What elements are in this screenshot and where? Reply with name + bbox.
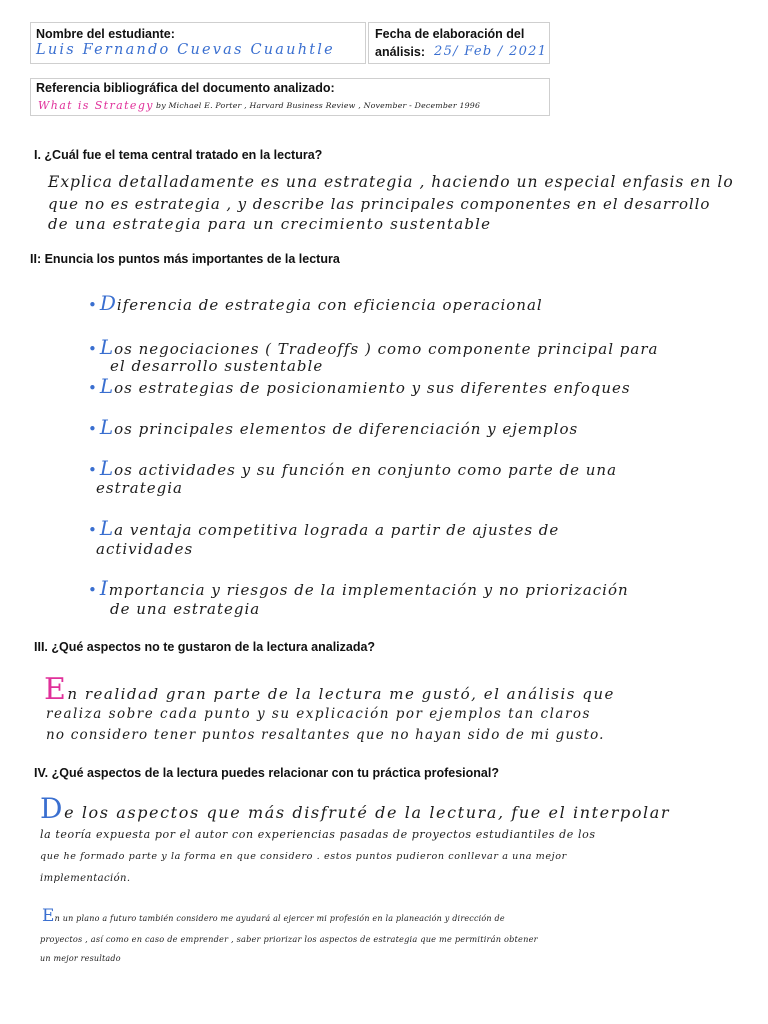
bullet-text: iferencia de estrategia con eficiencia operacional — [116, 296, 543, 314]
bullet-cap: L — [99, 456, 115, 480]
q3-answer-line-3: no considero tener puntos resaltantes que no hayan sido de mi gusto. — [46, 727, 605, 743]
q4-p1-line-4: implementación. — [40, 873, 131, 884]
q4-p2-line-1-text: n un plano a futuro también considero me ayudará al ejercer mi profesión en la planeación y dirección de — [54, 914, 505, 923]
q4-p2-cap: E — [42, 906, 55, 926]
bullet-dot: • — [88, 581, 98, 599]
q1-answer-line-2: que no es estrategia , y describe las principales componentes en el desarrollo — [48, 195, 711, 213]
bullet-text: a ventaja competitiva lograda a partir de ajustes de — [114, 521, 560, 539]
q1-answer-line-1: Explica detalladamente es una estrategia , haciendo un especial enfasis en lo — [48, 173, 734, 191]
student-name-value: Luis Fernando Cuevas Cuauhtle — [36, 42, 335, 58]
question-1: I. ¿Cuál fue el tema central tratado en la lectura? — [34, 148, 323, 162]
q3-answer-line-2: realiza sobre cada punto y su explicación por ejemplos tan claros — [46, 706, 591, 722]
q2-bullet-6-cont: actividades — [96, 540, 194, 558]
q3-cap: E — [44, 672, 68, 707]
bullet-text: mportancia y riesgos de la implementación y no priorización — [108, 581, 629, 599]
bullet-dot: • — [88, 296, 98, 314]
q2-bullet-7-cont: de una estrategia — [110, 600, 261, 618]
reference-details: by Michael E. Porter , Harvard Business Review , November - December 1996 — [156, 101, 481, 110]
date-label: Fecha de elaboración del — [375, 27, 525, 41]
q1-answer-line-3: de una estrategia para un crecimiento sustentable — [48, 215, 492, 233]
bullet-dot: • — [88, 461, 98, 479]
q4-p1-line-2: la teoría expuesta por el autor con experiencias pasadas de proyectos estudiantiles de los — [40, 828, 596, 841]
question-4: IV. ¿Qué aspectos de la lectura puedes relacionar con tu práctica profesional? — [34, 766, 499, 780]
bullet-text: os estrategias de posicionamiento y sus diferentes enfoques — [114, 379, 631, 397]
q3-answer-line-1 — [44, 672, 615, 707]
bullet-text: os actividades y su función en conjunto como parte de una — [114, 461, 618, 479]
bullet-dot: • — [88, 340, 98, 358]
q2-bullet-1 — [88, 291, 543, 315]
q2-bullet-2 — [88, 335, 658, 359]
question-2: II: Enuncia los puntos más importantes de la lectura — [30, 252, 340, 266]
q2-bullet-2-cont: el desarrollo sustentable — [110, 357, 324, 375]
reference-label: Referencia bibliográfica del documento analizado: — [36, 81, 335, 95]
question-3: III. ¿Qué aspectos no te gustaron de la lectura analizada? — [34, 640, 376, 654]
q2-bullet-3 — [88, 374, 631, 398]
bullet-dot: • — [88, 379, 98, 397]
bullet-cap: L — [99, 415, 115, 439]
q3-line-1-text: n realidad gran parte de la lectura me gustó, el análisis que — [67, 685, 615, 703]
bullet-text: os principales elementos de diferenciación y ejemplos — [114, 420, 579, 438]
bullet-cap: L — [99, 374, 115, 398]
bullet-cap: I — [99, 576, 109, 600]
bullet-dot: • — [88, 521, 98, 539]
bullet-text: os negociaciones ( Tradeoffs ) como componente principal para — [114, 340, 659, 358]
q4-p2-line-1 — [42, 906, 505, 926]
q4-p1-line-1-text: e los aspectos que más disfruté de la lectura, fue el interpolar — [64, 803, 671, 822]
reference-title: What is Strategy — [38, 99, 154, 112]
q4-p2-line-3: un mejor resultado — [40, 954, 121, 963]
q2-bullet-4 — [88, 415, 578, 439]
q4-p2-line-2: proyectos , así como en caso de emprender , saber priorizar los aspectos de estrategia que me permitirán obtener — [40, 934, 538, 944]
q4-p1-line-1 — [40, 792, 670, 825]
bullet-cap: L — [99, 335, 115, 359]
date-value: 25/ Feb / 2021 — [434, 44, 548, 59]
q4-p1-line-3: que he formado parte y la forma en que considero . estos puntos pudieron conllevar a una mejor — [40, 851, 567, 862]
q2-bullet-7 — [88, 576, 629, 600]
q2-bullet-6 — [88, 516, 559, 540]
date-label-2: análisis: — [375, 45, 426, 59]
bullet-cap: D — [99, 291, 117, 315]
q4-p1-cap: D — [40, 792, 65, 825]
bullet-cap: L — [99, 516, 115, 540]
student-name-label: Nombre del estudiante: — [36, 27, 175, 41]
q2-bullet-5 — [88, 456, 617, 480]
q2-bullet-5-cont: estrategia — [96, 479, 183, 497]
bullet-dot: • — [88, 420, 98, 438]
